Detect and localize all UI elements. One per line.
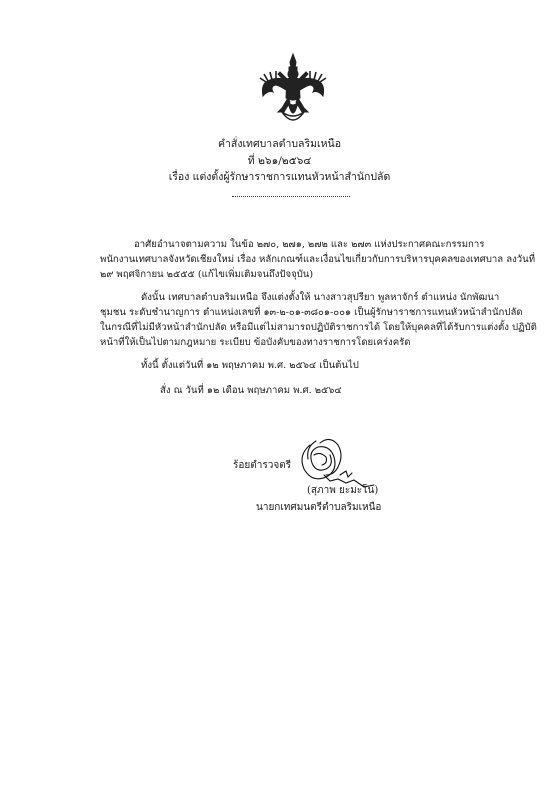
paragraph-2-line-3: ในกรณีที่ไม่มีหัวหน้าสำนักปลัด หรือมีแต่ไม่สามารถปฏิบัติราชการได้ โดยให้บุคคลที่ได้รับการแต่งตั้ง ปฏิบัติ [100,322,537,333]
garuda-emblem-icon [258,52,328,128]
document-subject: เรื่อง แต่งตั้งผู้รักษาราชการแทนหัวหน้าสำนักปลัด [168,171,391,183]
paragraph-2-line-1: ดังนั้น เทศบาลตำบลริมเหนือ จึงแต่งตั้งให้ นางสาวสุปรียา พูลหาจักร์ ตำแหน่ง นักพัฒนา [141,292,500,303]
paragraph-1-line-1: อาศัยอำนาจตามความ ในข้อ ๒๗๐, ๒๗๑, ๒๗๒ และ ๒๗๓ แห่งประกาศคณะกรรมการ [134,239,485,250]
order-date-line: สั่ง ณ วันที่ ๑๒ เดือน พฤษภาคม พ.ศ. ๒๕๖๔ [160,385,342,396]
paragraph-1-line-3: ๒๙ พฤศจิกายน ๒๕๕๕ (แก้ไขเพิ่มเติมจนถึงปัจจุบัน) [100,269,314,280]
document-header [0,136,559,186]
paragraph-1-line-2: พนักงานเทศบาลจังหวัดเชียงใหม่ เรื่อง หลักเกณฑ์และเงื่อนไขเกี่ยวกับการบริหารบุคคลของเทศบาล ลงวันที่ [100,254,536,265]
paragraph-2-line-4: หน้าที่ให้เป็นไปตามกฎหมาย ระเบียบ ข้อบังคับของทางราชการโดยเคร่งครัด [100,337,411,348]
document-number: ที่ ๒๖๑/๒๕๖๔ [247,154,312,167]
signatory-position: นายกเทศมนตรีตำบลริมเหนือ [256,502,382,513]
signatory-name: (สุภาพ ยะมะโน) [307,485,379,496]
effective-date-line: ทั้งนี้ ตั้งแต่วันที่ ๑๒ พฤษภาคม พ.ศ. ๒๕๖๔ เป็นต้นไป [141,360,359,371]
signatory-rank: ร้อยตำรวจตรี [233,460,292,471]
paragraph-2-line-2: ชุมชน ระดับชำนาญการ ตำแหน่งเลขที่ ๑๓-๒-๐๑-๓๘๐๑-๐๐๑ เป็นผู้รักษาราชการแทนหัวหน้าสำนักปลัด [100,307,523,318]
header-divider [232,196,350,197]
document-title: คำสั่งเทศบาลตำบลริมเหนือ [218,138,341,150]
